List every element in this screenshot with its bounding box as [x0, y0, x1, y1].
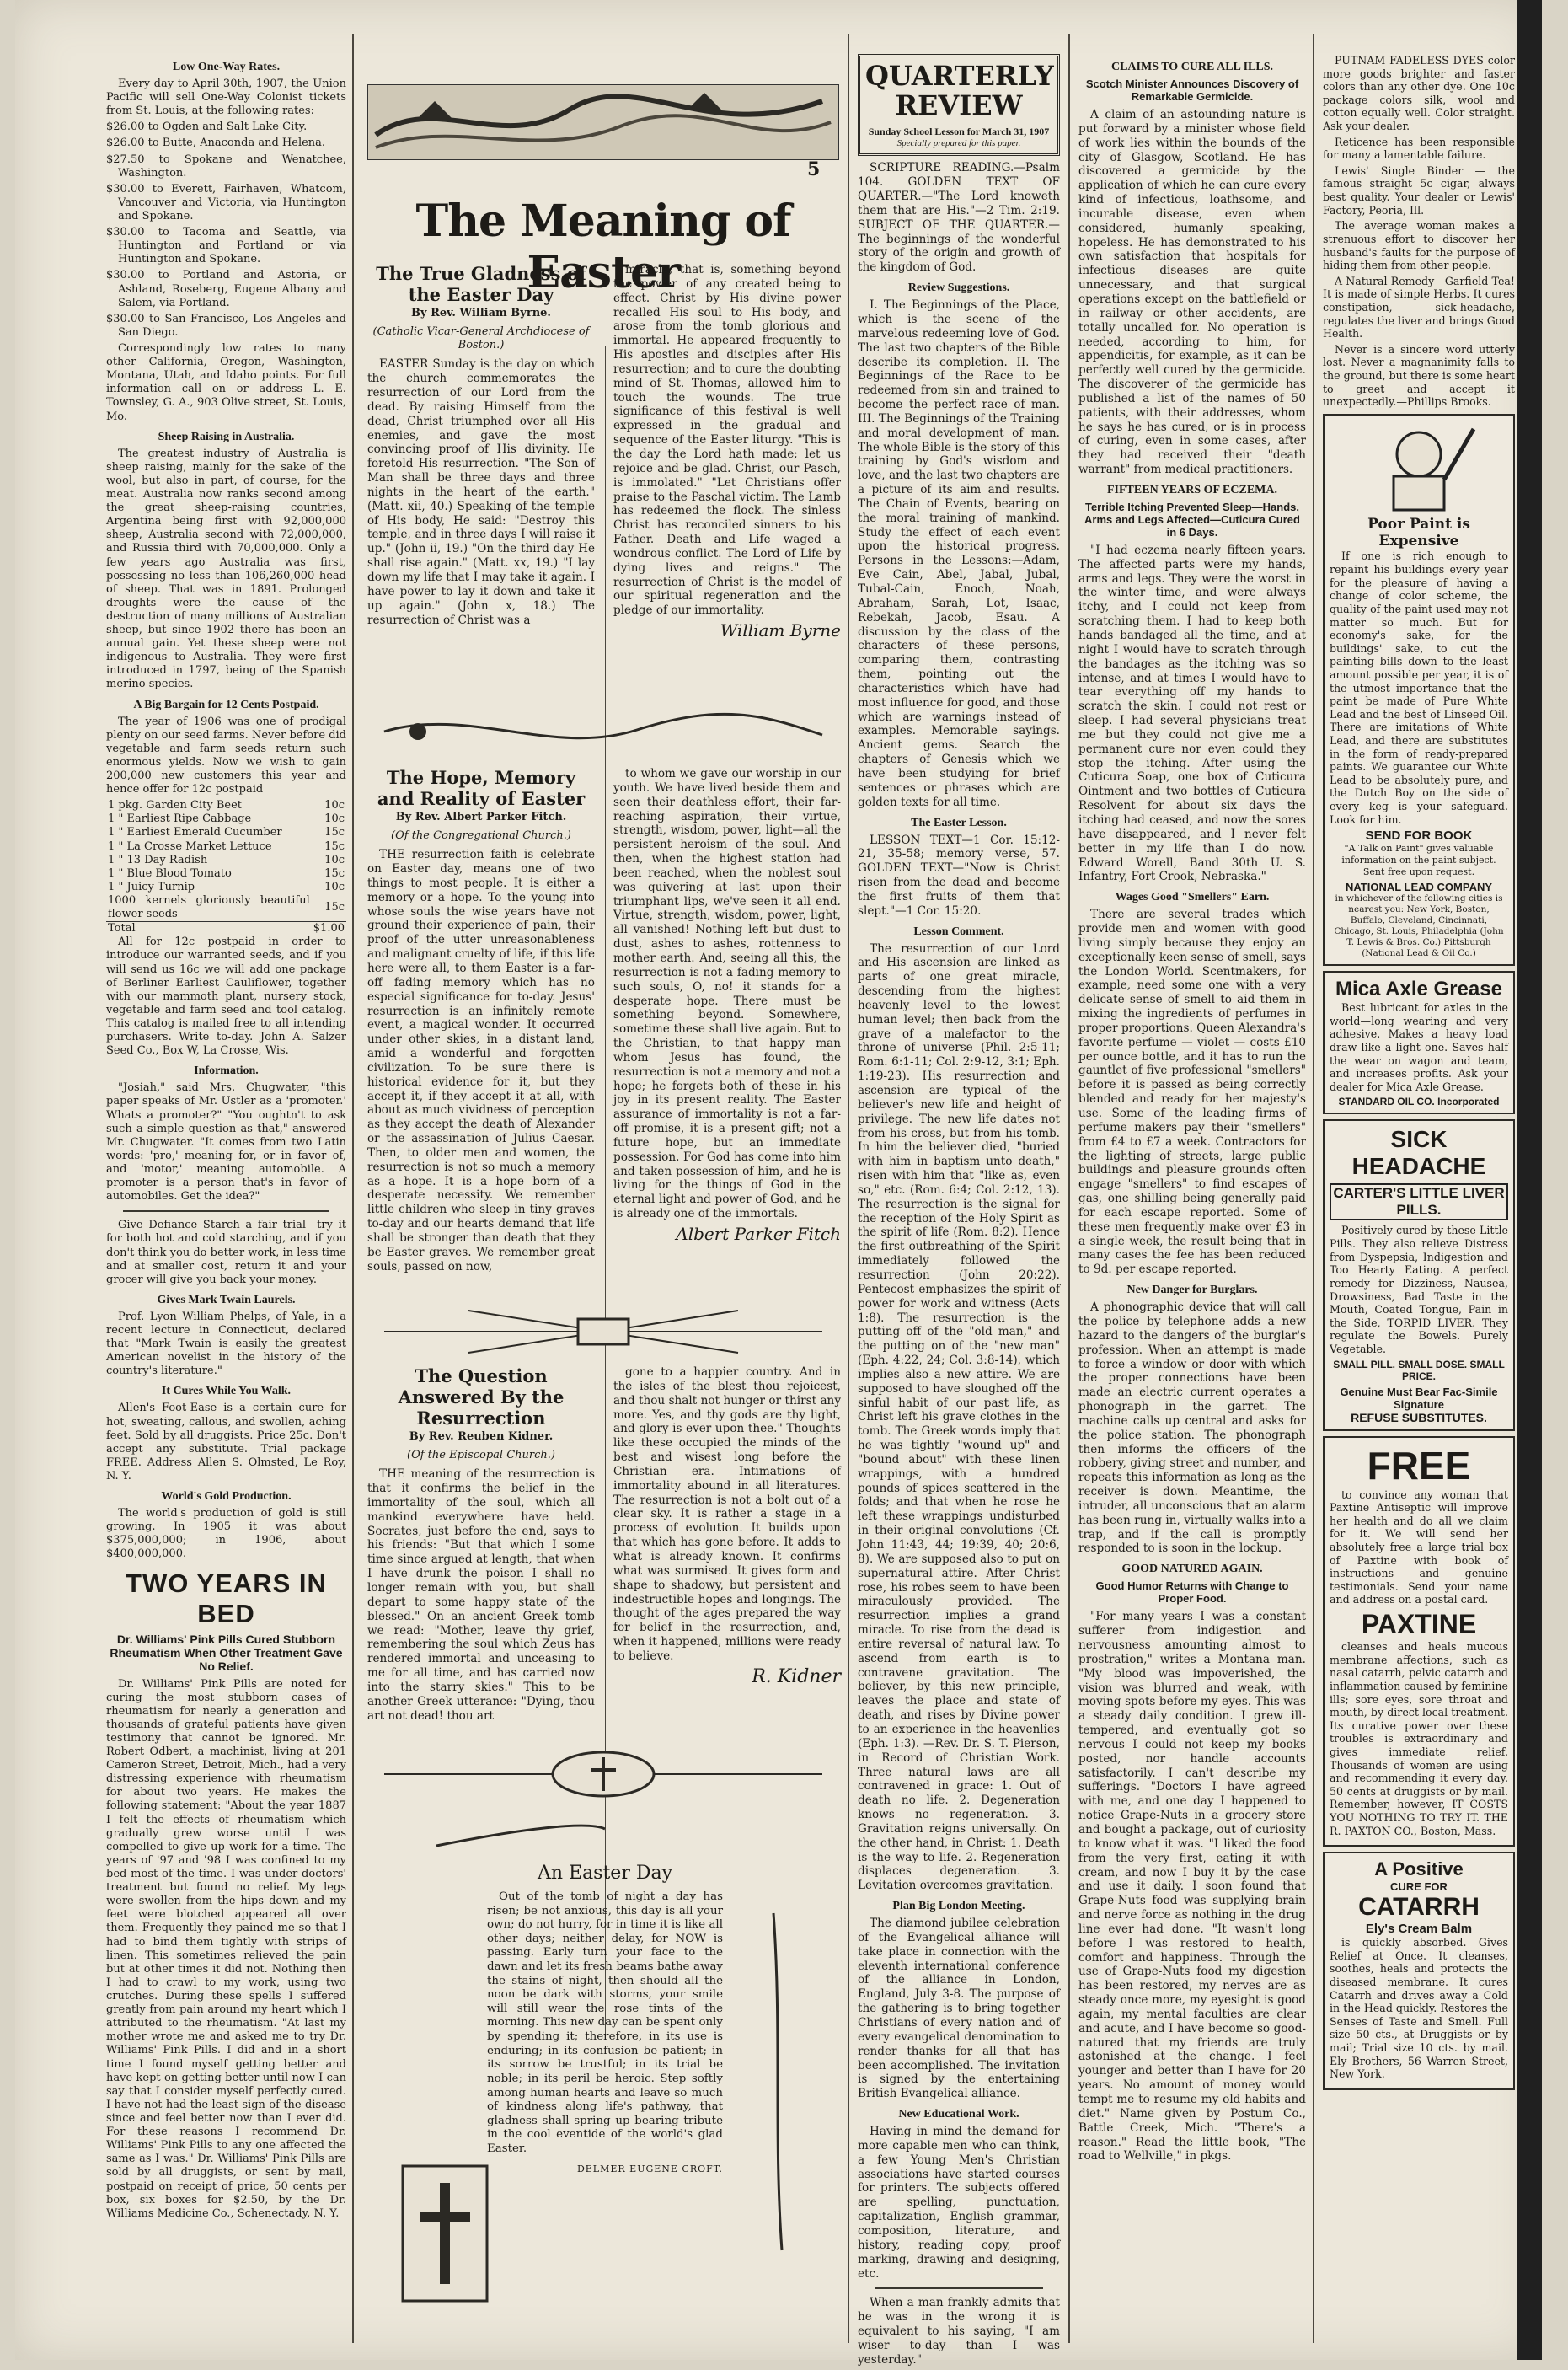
- paragraph: Having in mind the demand for more capable men who can think, a few Young Men's Christian associations have started courses for printers. The subjects offered are spelling, punctuation, capitalization, English grammar, composition, literature, and history, reading copy, proof marking, drawing and designing, etc.: [858, 2125, 1060, 2281]
- illustration-number: 5: [807, 158, 821, 180]
- paragraph: The year of 1906 was one of prodigal plenty on our seed farms. Never before did vegetable and farm seeds return such enormous yields. Now we wish to gain 200,000 new customers this year and hence offer for 12c postpaid: [106, 715, 346, 796]
- heading: It Cures While You Walk.: [161, 1385, 292, 1398]
- rate-line: $30.00 to San Francisco, Los Angeles and San Diego.: [106, 312, 346, 339]
- rate-line: $26.00 to Butte, Anaconda and Helena.: [106, 137, 326, 150]
- paragraph: EASTER Sunday is the day on which the church commemorates the resurrection of our Lord from the dead. By raising Himself from the dead, Christ triumphed over all His enemies, and gave the most convincing proof of His divinity. He foretold His resurrection. "The Son of Man shall be three days and three nights in the heart of the earth." (Matt. xii, 40.) Speaking of the temple of His body, He said: "Destroy this temple, and in three days I will raise it up." (John ii, 19.) "On the third day He shall rise again." (Matt. xx, 19.) "I lay down my life that I may take it again. I have power to lay it down and take it up again." (John x, 18.) The resurrection of Christ was a: [367, 357, 595, 627]
- signature: Albert Parker Fitch: [676, 1224, 841, 1244]
- byline: By Rev. Albert Parker Fitch.: [395, 811, 567, 823]
- ad-title: A Positive: [1374, 1858, 1464, 1880]
- paragraph: THE resurrection faith is celebrate on Easter day, means one of two things to most people. It is either a memory or a hope. To the young into whose souls the wise years have not ground their experience of pain, their proof of the utter unreasonableness and malignant cruelty of life, if this life here were all, to them Easter is a far-off fading memory which has no especial significance for to-day. Jesus' resurrection is an infinitely remote event, a magical wonder. It occurred under other skies, in a distant land, amid a wonderful and forgotten civilization. To be sure there is historical evidence for it, but they accept it, if they accept it at all, with about as much vividness of perception as they accept the death of Alexander or the assassination of Julius Caesar. Then, to older men and women, the resurrection is not so much a memory as a hope. It is a hope born of a desperate necessity. We remember little children who sleep in tiny graves to-day and our hearts demand that life shall be stronger than death that they be Easter graves. We remember great souls, passed on now,: [367, 848, 595, 1273]
- ad-text: Best lubricant for axles in the world—long wearing and very adhesive. Makes a heavy load draw like a light one. Saves half the wear on wagon and team, and increases profits. Ask your dealer for Mica Axle Grease.: [1330, 1001, 1508, 1093]
- seed-price: 10c: [324, 853, 345, 866]
- poem-title: An Easter Day: [537, 1863, 673, 1884]
- seed-name: 1 " Juicy Turnip: [108, 880, 195, 893]
- rate-line: $30.00 to Everett, Fairhaven, Whatcom, Vancouver and Victoria, via Huntington and Spokane.: [106, 182, 346, 223]
- byline-role: (Of the Congregational Church.): [391, 829, 571, 843]
- paragraph: "Josiah," said Mrs. Chugwater, "this paper speaks of Mr. Ustler as a 'promoter.' Whats a promoter?" "You oughtn't to ask such a simple question as that," answered Mr. Chugwater. "It comes from two Latin words: 'pro,' meaning for, or in favor of, and 'motor,' meaning automobile. A promoter is a person that's in favor of automobiles. Get the idea?": [106, 1081, 346, 1204]
- paragraph: "For many years I was a constant sufferer from indigestion and nervousness amounting almost to prostration," writes a Montana man. "My blood was impoverished, the vision was blurred and weak, with moving spots before my eyes. This was a steady daily condition. I grew ill-tempered, and eventually got so nervous I could not keep my books posted, nor handle accounts satisfactorily. I can't describe my sufferings. "Doctors I have agreed with me, and one day I happened to notice Grape-Nuts in a grocery store and bought a package, out of curiosity to know what it was. "I liked the food from the very first, eating it with cream, and now I buy it by the case and use it daily. I soon found that Grape-Nuts food was supplying brain and nerve force as nothing in the drug line ever had done. "It wasn't long before I was restored to health, comfort and happiness. Through the use of Grape-Nuts food my digestion has been restored, my nerves are as steady once more, my eyesight is good again, my mental faculties are clear and acute, and I have become so good-natured that my friends are truly astonished at the change. I feel younger and better than I have for 20 years. No amount of money would tempt me to resume my old habits and diet." Name given by Postum Co., Battle Creek, Mich. "There's a reason." Read the little book, "The road to Wellville," in pkgs.: [1078, 1610, 1306, 2164]
- article-title: The Question Answered By the Resurrection: [398, 1365, 565, 1429]
- article-1-right: [613, 263, 841, 641]
- paragraph: Prof. Lyon William Phelps, of Yale, in a recent lecture in Connecticut, declared that "Mark Twain is easily the greatest American novelist in the history of the country's literature.": [106, 1310, 346, 1378]
- page-binding-edge: [1517, 0, 1542, 2360]
- heading: Low One-Way Rates.: [172, 61, 281, 73]
- ad-text: cleanses and heals mucous membrane affections, such as nasal catarrh, pelvic catarrh and inflammation caused by feminine ills; sore eyes, sore throat and mouth, by direct local treatment. Its curative power over these troubles is extraordinary and gives immediate relief. Thousands of women are using and recommending it every day. 50 cents at druggists or by mail. Remember, however, IT COSTS YOU NOTHING TO TRY IT. THE R. PAXTON CO., Boston, Mass.: [1330, 1640, 1508, 1837]
- paragraph: I. The Beginnings of the Place, which is the scene of the marvelous redeeming love of God. The last two chapters of the Bible describe its completion. II. The Beginnings of the Race to be redeemed from sin and trained to become the perfect race of man. III. The Beginnings of the Training and moral development of man. The whole Bible is the story of this training by God's wisdom and love, and the last two chapters are a picture of its aim and results. The Chain of Events, bearing on the moral training of mankind. Study the effect of each event upon the historical progress. Persons in the Lessons:—Adam, Eve Cain, Abel, Jabal, Jubal, Tubal-Cain, Enoch, Noah, Abraham, Sarah, Lot, Isaac, Rebekah, Jacob, Esau. A discussion by the class of the characters of these persons, comparing them, contrasting them, pointing out the characteristics which have had most influence for good, and those which are warnings instead of examples. Memorable sayings. Ancient gems. Search the chapters of Genesis which we have been studying for brief sentences or phrases which are golden texts for all time.: [858, 298, 1060, 809]
- article-title: The Hope, Memory and Reality of Easter: [377, 767, 586, 809]
- ad-text: Genuine Must Bear Fac-Simile Signature: [1340, 1385, 1498, 1411]
- paragraph: A phonographic device that will call the police by telephone adds a new hazard to the dangers of the burglar's profession. When an attempt is made to force a window or door with which the proper connections have been made an electric current operates a phonograph in the garret. The machine calls up central and asks for the police station. The phonograph then informs the officers of the robbery, giving street and number, and repeats this information as long as the receiver is down. Meantime, the intruder, all unconscious that an alarm has been rung in, virtually walks into a trap, and if the call is promptly responded to is soon in the lockup.: [1078, 1300, 1306, 1556]
- ad-text: in whichever of the following cities is nearest you: New York, Boston, Buffalo, Cleveland, Cincinnati, Chicago, St. Louis, Philadelphia (John T. Lewis & Bros. Co.) Pittsburgh (National Lead & Oil Co.): [1334, 893, 1504, 959]
- paragraph: The diamond jubilee celebration of the Evangelical alliance will take place in connection with the eleventh international conference of the alliance in London, England, July 3-8. The purpose of the gathering is to bring together Christians of every nation and of every evangelical denomination to render thanks for all that has been accomplished. The invitation is signed by the entertaining British Evangelical alliance.: [858, 1917, 1060, 2101]
- column-rule: [848, 34, 849, 2343]
- paragraph: All for 12c postpaid in order to introduce our warranted seeds, and if you will send us 16c we will add one package of Berliner Earliest Cauliflower, together with our mammoth plant, nursery stock, vegetable and farm seed and tool catalog. This catalog is mailed free to all intending purchasers. Write to-day. John A. Salzer Seed Co., Box W, La Crosse, Wis.: [106, 936, 346, 1058]
- brand-name: PAXTINE: [1361, 1609, 1477, 1640]
- ad-text: CURE FOR: [1390, 1880, 1448, 1894]
- seed-name: 1000 kernels gloriously beautiful flower seeds: [108, 894, 310, 921]
- rate-line: $27.50 to Spokane and Wenatchee, Washington.: [106, 153, 346, 180]
- paint-advertisement: [1323, 414, 1515, 966]
- paragraph: Allen's Foot-Ease is a certain cure for hot, sweating, callous, and swollen, aching feet. Sold by all druggists. Price 25c. Don't accept any substitute. Trial package FREE. Address Allen S. Olmsted, Le Roy, N. Y.: [106, 1402, 346, 1483]
- paragraph: THE meaning of the resurrection is that it confirms the belief in the immortality of the soul, which all mankind everywhere have held. Socrates, just before the end, says to his friends: "But that which I some time since argued at length, that when I have drunk the poison I shall no longer remain with you, but shall depart to some happy state of the blessed." On an ancient Greek tomb we read: "Mother, leave thy grief, remembering the soul which Zeus has rendered immortal and unceasing to me for all time, and has carried now into the starry skies." This to be another Greek utterance: "Dying, thou art not dead! thou art: [367, 1467, 595, 1723]
- heading: Wages Good "Smellers" Earn.: [1115, 891, 1270, 904]
- ad-slogan: REFUSE SUBSTITUTES.: [1351, 1410, 1487, 1424]
- divider: [123, 1210, 329, 1212]
- article-2-right: [613, 767, 841, 1244]
- seed-price: 10c: [324, 799, 345, 812]
- ad-text: is quickly absorbed. Gives Relief at Once. It cleanses, soothes, heals and protects the diseased membrane. It cures Catarrh and drives away a Cold in the Head quickly. Restores the Senses of Taste and Smell. Full size 50 cts., at Druggists or by mail; Trial size 10 cts. by mail. Ely Brothers, 56 Warren Street, New York.: [1330, 1936, 1508, 2081]
- easter-masthead: The Meaning of Easter: [415, 196, 791, 298]
- subheadline: Dr. Williams' Pink Pills Cured Stubborn Rheumatism When Other Treatment Gave No Relief.: [110, 1632, 343, 1673]
- seed-price: 15c: [324, 866, 345, 880]
- table-row: [106, 854, 346, 867]
- ad-text: If one is rich enough to repaint his buildings every year for the pleasure of having a change of color scheme, the quality of the paint used may not matter so much. But for economy's sake, for the buildings' sake, to cut the painting bills down to the least amount possible per year, it is of the utmost importance that the paint be made of Pure White Lead and the best of Linseed Oil. There are imitations of White Lead, and there are substitutes in the form of ready-prepared paints. We guarantee our White Lead to be absolutely pure, and the Dutch Boy on the side of every keg is your safeguard. Look for him.: [1330, 550, 1508, 826]
- column-5: [1078, 54, 1306, 2166]
- company-name: STANDARD OIL CO. Incorporated: [1338, 1096, 1500, 1108]
- article-title: The True Gladness of the Easter Day: [376, 263, 586, 305]
- heading: Gives Mark Twain Laurels.: [157, 1293, 296, 1306]
- paragraph: The average woman makes a strenuous effort to discover her husband's faults for the purpose of hiding them from other people.: [1323, 219, 1515, 272]
- paxtine-advertisement: [1323, 1436, 1515, 1847]
- ad-title: Mica Axle Grease: [1335, 978, 1502, 1001]
- subheadline: Good Humor Returns with Change to Proper Food.: [1095, 1579, 1289, 1606]
- paragraph: A Natural Remedy—Garfield Tea! It is made of simple Herbs. It cures constipation, sick-headache, regulates the liver and brings Good Health.: [1323, 274, 1515, 340]
- table-row: [106, 840, 346, 854]
- paragraph: to whom we gave our worship in our youth. We have lived beside them and seen their deathless effort, their far-reaching aspiration, their virtue, strength, wisdom, power, light—all the persistent heroism of the soul. And then, when the highest station had been reached, when the noblest soul was quivering at last upon their triumphant lips, we've seen it all end. Virtue, strength, wisdom, power, light, all vanished! Nothing left but dust to dust, ashes to ashes, rottenness to mother earth. And, seeing all this, the resurrection is not a fading memory to such souls, O, no! it stands for a desperate hope. There must be something beyond. Somewhere, sometime these shall live again. But to the Christian, to that happy man whom Jesus has found, the resurrection is not a memory and not a hope; he forgets both of these in his joy in its present reality. The Easter assurance of immortality is not a far-off promise, it is a present gift; not a future hope, but an immediate possession. For God has come into him and taken possession of him, and he is living for the things of God in the eternal light and power of God, and he is already one of the immortals.: [613, 767, 842, 1221]
- signature: William Byrne: [720, 620, 841, 641]
- paragraph: Never is a sincere word utterly lost. Never a magnanimity falls to the ground, but there is some heart to greet and accept it unexpectedly.—Phillips Brooks.: [1323, 342, 1516, 409]
- paragraph: PUTNAM FADELESS DYES color more goods brighter and faster colors than any other dye. One 10c package colors silk, wool and cotton equally well. Color straight. Ask your dealer.: [1323, 54, 1515, 133]
- headline: TWO YEARS IN BED: [126, 1568, 327, 1628]
- table-row: [106, 799, 346, 812]
- heading: Review Suggestions.: [907, 282, 1010, 295]
- paragraph: Correspondingly low rates to many other California, Oregon, Washington, Montana, Utah, and Idaho points. For full information call on or address L. E. Townsley, G. A., 903 Olive street, St. Louis, Mo.: [106, 341, 346, 423]
- heading: CLAIMS TO CURE ALL ILLS.: [1110, 61, 1274, 73]
- paragraph: Give Defiance Starch a fair trial—try it for both hot and cold starching, and if you don't think you do better work, in less time and at smaller cost, return it and your grocer will give you back your money.: [106, 1219, 346, 1286]
- byline-role: (Catholic Vicar-General Archdiocese of Boston.): [372, 325, 590, 352]
- seed-name: 1 " Earliest Emerald Cucumber: [108, 826, 282, 839]
- byline: By Rev. William Byrne.: [411, 307, 551, 319]
- heading: GOOD NATURED AGAIN.: [1121, 1563, 1263, 1576]
- paragraph: Dr. Williams' Pink Pills are noted for curing the most stubborn cases of rheumatism for nearly a generation and thousands of grateful patients have given testimony that cannot be ignored. Mr. Robert Odbert, a machinist, living at 201 Cameron Street, Detroit, Mich., had a very distressing experience with rheumatism for about two years. He makes the following statement: "About the year 1887 I felt the effects of rheumatism which gradually grew worse until I was compelled to give up work for a time. The years of '97 and '98 I was confined to my bed most of the time. I was under doctors' treatment but found no relief. My legs were swollen from the hips down and my feet were blotched appeared all over them. Frequently they pained me so that I had to bind them tightly with strips of linen. This sometimes relieved the pain but at other times it did not. Nothing then I had to crawl to my work, using two crutches. During these spells I suffered greatly from pain around my heart which I attributed to the rheumatism. "At last my mother wrote me and asked me to try Dr. Williams' Pink Pills. I did and in a short time I found myself getting better and have kept on getting better until now I can say that I consider myself perfectly cured. I have not had the least sign of the disease since and feel better now than I ever did. For these reasons I recommend Dr. Williams' Pink Pills to any one affected the same as I was." Dr. Williams' Pink Pills are sold by all druggists, or sent by mail, postpaid on receipt of price, 50 cents per box, six boxes for $2.50, by the Dr. Williams Medicine Co., Schenectady, N. Y.: [106, 1677, 346, 2220]
- paragraph: A claim of an astounding nature is put forward by a minister whose field of work lies within the bounds of the city of Glasgow, Scotland. He has discovered a germicide by the application of which he can cure every kind of infectious, loathsome, and incurable disease, even when considered, humanly speaking, hopeless. He has demonstrated to his own satisfaction that hospitals for infectious diseases are quite unnecessary, and that surgical operations except on the battlefield or in railway or other accidents, are totally uncalled for. No operation is needed, according to him, for appendicitis, for example, as it can be perfectly well cured by the germicide. The discoverer of the germicide has published a list of the names of 50 patients, with their addresses, whom he says he has cured, or is in process of curing, even in some cases, after they had received their "death warrant" from medical practitioners.: [1078, 108, 1306, 477]
- column-rule: [1068, 34, 1070, 2343]
- paragraph: Every day to April 30th, 1907, the Union Pacific will sell One-Way Colonist tickets from St. Louis, at the following rates:: [106, 78, 346, 118]
- table-row: [106, 826, 346, 839]
- poem-text: Out of the tomb of night a day has risen; be not anxious, this day is all your own; do not hurry, for in time it is like all other days; neither delay, for NOW is passing. Early turn your face to the dawn and let its fresh beams bathe away the stains of night, then should all the noon be dark with storms, your smile will still wear the rose tints of the morning. This new day can be spent only by spending it; therefore, in its use is enduring; in its confusion be patient; in its sorrow be trustful; in its trial be noble; in its peril be heroic. Step softly among human hearts and leave so much of kindness along life's pathway, that gladness shall spring up bearing tribute in the cool eventide of the world's glad Easter.: [487, 1890, 723, 2155]
- paragraph: Lewis' Single Binder — the famous straight 5c cigar, always best quality. Your dealer or Lewis' Factory, Peoria, Ill.: [1323, 164, 1515, 217]
- decorative-ornament: [367, 706, 839, 757]
- heading: World's Gold Production.: [161, 1490, 292, 1504]
- table-row: [106, 812, 346, 826]
- heading: Information.: [194, 1064, 259, 1078]
- column-4: [858, 54, 1060, 2370]
- column-6-ads: [1323, 54, 1515, 2095]
- total-label: Total: [108, 922, 136, 936]
- paragraph: SCRIPTURE READING.—Psalm 104. GOLDEN TEXT OF QUARTER.—"The Lord knoweth them that are His."—2 Tim. 2:19. SUBJECT OF THE QUARTER.—The beginnings of the wonderful story of the origin and growth of the kingdom of God.: [858, 161, 1060, 275]
- brand-name: CARTER'S LITTLE LIVER PILLS.: [1330, 1183, 1508, 1220]
- quarterly-review-box: [858, 54, 1060, 156]
- seed-price: 10c: [324, 812, 345, 826]
- painter-boy-icon: [1356, 421, 1482, 513]
- ad-title: FREE: [1367, 1443, 1471, 1488]
- ad-title: SICK HEADACHE: [1351, 1126, 1486, 1180]
- table-row: [106, 922, 346, 936]
- ad-slogan: SMALL PILL. SMALL DOSE. SMALL PRICE.: [1333, 1358, 1505, 1382]
- ad-text: "A Talk on Paint" gives valuable information on the paint subject. Sent free upon request.: [1341, 843, 1496, 877]
- easter-banner-art: [367, 84, 839, 160]
- paragraph: There are several trades which provide men and women with good living simply because they enjoy an exceptionally keen sense of smell, says the London World. Scentmakers, for example, need some one with a very delicate sense of smell to aid them in mixing the ingredients of perfumes in proper proportions. Queen Alexandra's favorite perfume — violet — costs £10 per ounce bottle, and it has to run the gauntlet of five professional "smellers" before it is passed as being correctly blended and ready for her majesty's use. Some of the leading firms of perfume makers pay their "smellers" from £4 to £7 a week. Contractors for the lighting of streets, large public buildings and pleasure grounds often engage "smellers" to find escapes of gas, one shilling being generally paid for each escape reported. Some of these men frequently make over £3 in a single week, the result being that in many cases the fee has been reduced to 9d. per escape reported.: [1078, 908, 1306, 1277]
- box-subtitle: Sunday School Lesson for March 31, 1907: [868, 126, 1050, 138]
- divider: [875, 2287, 1043, 2289]
- seed-price: 15c: [324, 839, 345, 853]
- rate-line: $26.00 to Ogden and Salt Lake City.: [106, 121, 308, 134]
- byline-role: (Of the Episcopal Church.): [407, 1449, 555, 1462]
- paragraph: LESSON TEXT—1 Cor. 15:12-21, 35-58; memory verse, 57. GOLDEN TEXT—"Now is Christ risen from the dead and become the first fruits of them that slept."—1 Cor. 15:20.: [858, 833, 1060, 918]
- brand-name: Ely's Cream Balm: [1365, 1922, 1473, 1937]
- column-1: [106, 54, 346, 2223]
- mica-advertisement: [1323, 971, 1515, 1114]
- heading: FIFTEEN YEARS OF ECZEMA.: [1107, 483, 1277, 496]
- company-name: NATIONAL LEAD COMPANY: [1345, 881, 1493, 894]
- ad-title: CATARRH: [1358, 1893, 1480, 1922]
- ad-text: Positively cured by these Little Pills. They also relieve Distress from Dyspepsia, Indigestion and Too Hearty Eating. A perfect remedy for Dizziness, Nausea, Drowsiness, Bad Taste in the Mouth, Coated Tongue, Pain in the Side, TORPID LIVER. They regulate the Bowels. Purely Vegetable.: [1330, 1224, 1508, 1355]
- rate-line: $30.00 to Tacoma and Seattle, via Huntington and Portland or via Huntington and Spokane.: [106, 226, 346, 266]
- subheadline: Scotch Minister Announces Discovery of Remarkable Germicide.: [1085, 78, 1299, 103]
- article-2-left: [367, 767, 595, 1277]
- paragraph: The greatest industry of Australia is sheep raising, mainly for the sake of the wool, but also in part, of course, for the meat. Australia now ranks second among the great sheep-raising countries, Argentina being first with 92,000,000 sheep, Australia second with 72,000,000, and Russia third with 70,000,000. Only a few years ago Australia was first, possessing no less than 106,260,000 head of sheep. That was in 1891. Prolonged droughts were the cause of the destruction of many millions of Australian sheep, but since 1902 there has been an annual gain. Yet these sheep were not indigenous to Australia. They were first introduced in 1797, being of the Spanish merino species.: [106, 447, 346, 691]
- table-row: [106, 867, 346, 881]
- seed-name: 1 " 13 Day Radish: [108, 853, 208, 866]
- article-3-left: [367, 1365, 595, 1725]
- rate-line: $30.00 to Portland and Astoria, or Ashland, Roseberg, Eugene Albany and Salem, via Portland.: [106, 269, 346, 309]
- box-title: QUARTERLY REVIEW: [865, 60, 1054, 122]
- paragraph: When a man frankly admits that he was in the wrong it is equivalent to his saying, "I am wiser to-day than I was yesterday.": [858, 2296, 1060, 2367]
- paragraph: The resurrection of our Lord and His ascension are linked as parts of one great miracle, descending from the highest heavenly level to the lowest human level; then back from the grave of a malefactor to the throne of universe (Phil. 2:5-11; Rom. 6:1-11; Col. 2:9-12, 3:1; Eph. 1:19-23). His resurrection and ascension are typical of the believer's new life and height of privilege. The new life dates not from his cross, but from his tomb. In him the believer died, "buried with him in baptism unto death," risen with him that "like as, even so," etc. (Rom. 6:4; Col. 2:12, 13). The resurrection is the signal for the reception of the Holy Spirit as the spirit of life (Rom. 8:2). Hence the first outbreathing of the Spirit immediately followed the resurrection (John 20:22). Pentecost emphasizes the spirit of power for work and witness (Acts 1:8). The resurrection is the putting off of the "old man," and the putting on of the "new man" (Eph. 4:22, 24; Col. 3:8-14), which implies also a new attire. We are supposed to have sloughed off the sinful habit of our past life, as Christ left his grave clothes in the tomb. The Greek words imply that he was tightly "wound up" and "bound about" with these linen wrappings, with a hundred pounds of spices scattered in the folds; and that when he rose he left these wrappings undisturbed in their original convolutions (Cf. John 11:43, 44; 19:39, 40; 20:6, 8). We are supposed also to put on supernatural attire. After Christ rose, his robes seem to have been miraculously provided. The resurrection implies a grand miracle. To rise from the dead is entire reversal of natural law. To ascend from earth is to contravene gravitation. The believer, by this new principle, leaves the place and state of death, and rises by Divine power to an experience in the heavenlies (Eph. 1:3). —Rev. Dr. S. T. Pierson, in Record of Christian Work. Three natural laws are all contravened in grace: 1. Out of death no life. 2. Degeneration knows no regeneration. 3. Gravitation reigns universally. On the other hand, in Christ: 1. Death is the way to life. 2. Regeneration displaces degeneration. 3. Levitation overcomes gravitation.: [858, 941, 1060, 1893]
- heading: New Educational Work.: [898, 2108, 1019, 2121]
- ad-title: SEND FOR BOOK: [1365, 828, 1473, 844]
- seed-name: 1 pkg. Garden City Beet: [108, 799, 243, 812]
- table-row: [106, 881, 346, 894]
- poem-author: DELMER EUGENE CROFT.: [576, 2163, 723, 2174]
- paragraph: The world's production of gold is still growing. In 1905 it was about $375,000,000; in 1906, about $400,000,000.: [106, 1507, 346, 1561]
- heading: A Big Bargain for 12 Cents Postpaid.: [133, 698, 319, 711]
- seed-name: 1 " Earliest Ripe Cabbage: [108, 812, 252, 826]
- signature: R. Kidner: [752, 1665, 841, 1687]
- subheadline: Terrible Itching Prevented Sleep—Hands, Arms and Legs Affected—Cuticura Cured in 6 Days.: [1084, 500, 1300, 539]
- heading: Sheep Raising in Australia.: [158, 430, 295, 443]
- heading: The Easter Lesson.: [911, 816, 1007, 829]
- table-row: [106, 894, 346, 922]
- seed-price: 15c: [324, 901, 345, 914]
- seed-name: 1 " Blue Blood Tomato: [108, 866, 232, 880]
- newspaper-page: [15, 0, 1542, 2367]
- column-rule: [1313, 34, 1314, 2343]
- ad-text: to convince any woman that Paxtine Antiseptic will improve her health and do all we claim for it. We will send her absolutely free a large trial box of Paxtine with book of instructions and genuine testimonials. Send your name and address on a postal card.: [1330, 1488, 1508, 1606]
- heading: Lesson Comment.: [913, 925, 1004, 938]
- cross-ornament: [367, 1302, 839, 1361]
- column-rule: [352, 34, 354, 2343]
- total-value: $1.00: [313, 922, 345, 936]
- paragraph: "I had eczema nearly fifteen years. The affected parts were my hands, arms and legs. They were the worst in the winter time, and were always itchy, and I could not keep from scratching them. I had to keep both hands bandaged all the time, and at night I would have to scratch through the bandages as the itching was so intense, and at times I would have to tear everything off my hands to scratch the skin. I could not rest or sleep. I had several physicians treat me but they could not give me a permanent cure nor even could they stop the itching. After using the Cuticura Soap, one box of Cuticura Ointment and two bottles of Cuticura Resolvent for about six days the itching had ceased, and now the sores have disappeared, and I never felt better in my life than I do now. Edward Worell, Band 30th U. S. Infantry, Fort Crook, Nebraska.": [1078, 543, 1306, 884]
- box-note: Specially prepared for this paper.: [896, 138, 1021, 149]
- poem-block: [487, 1863, 723, 2174]
- carters-advertisement: [1323, 1119, 1515, 1430]
- byline: By Rev. Reuben Kidner.: [409, 1430, 554, 1443]
- seed-name: 1 " La Crosse Market Lettuce: [108, 839, 272, 853]
- paragraph: Reticence has been responsible for many a lamentable failure.: [1323, 135, 1515, 162]
- paragraph: miracle; that is, something beyond the power of any created being to effect. Christ by His divine power recalled His soul to His body, and arose from the tomb glorious and immortal. He appeared frequently to His apostles and disciples after His resurrection; and to cure the doubting mind of St. Thomas, allowed him to touch the wounds. The true significance of this festival is well expressed in the gradual and sequence of the Easter liturgy. "This is the day the Lord hath made; let us rejoice and be glad. Christ, our Pasch, is immolated." "Let Christians offer praise to the Paschal victim. The Lamb has redeemed the flock. The sinless Christ has reconciled sinners to his Father. Death and Life waged a wondrous conflict. The Lord of Life by dying lives and reigns." The resurrection of Christ is the model of our spiritual regeneration and the pledge of our immortality.: [613, 263, 841, 618]
- paragraph: gone to a happier country. And in the isles of the blest thou rejoicest, and thou shalt not hunger or thirst any more. Yes, and thy gods are thy light, and glory is ever upon thee." Thoughts like these occupied the minds of the best and wisest long before the Christian era. Intimations of immortality abound in all literatures. The resurrection is not a bolt out of a clear sky. It is rather a stage in a process of evolution. It builds upon that which has gone before. It adds to what is already known. It confirms what was surmised. It gives form and shape to shadowy, but persistent and indestructible hopes and longings. The thought of the ages prepared the way for belief in the resurrection, and, when it happened, millions were ready to believe.: [613, 1365, 841, 1663]
- article-1-left: [367, 263, 595, 630]
- catarrh-advertisement: [1323, 1852, 1515, 2090]
- seed-price: 10c: [324, 880, 345, 893]
- article-3-right: [613, 1365, 841, 1687]
- heading: New Danger for Burglars.: [1126, 1284, 1258, 1297]
- seed-table: [106, 799, 346, 936]
- ornament-band: [367, 1745, 839, 1804]
- heading: Plan Big London Meeting.: [892, 1900, 1025, 1913]
- ad-title: Poor Paint is Expensive: [1367, 516, 1470, 550]
- seed-price: 15c: [324, 826, 345, 839]
